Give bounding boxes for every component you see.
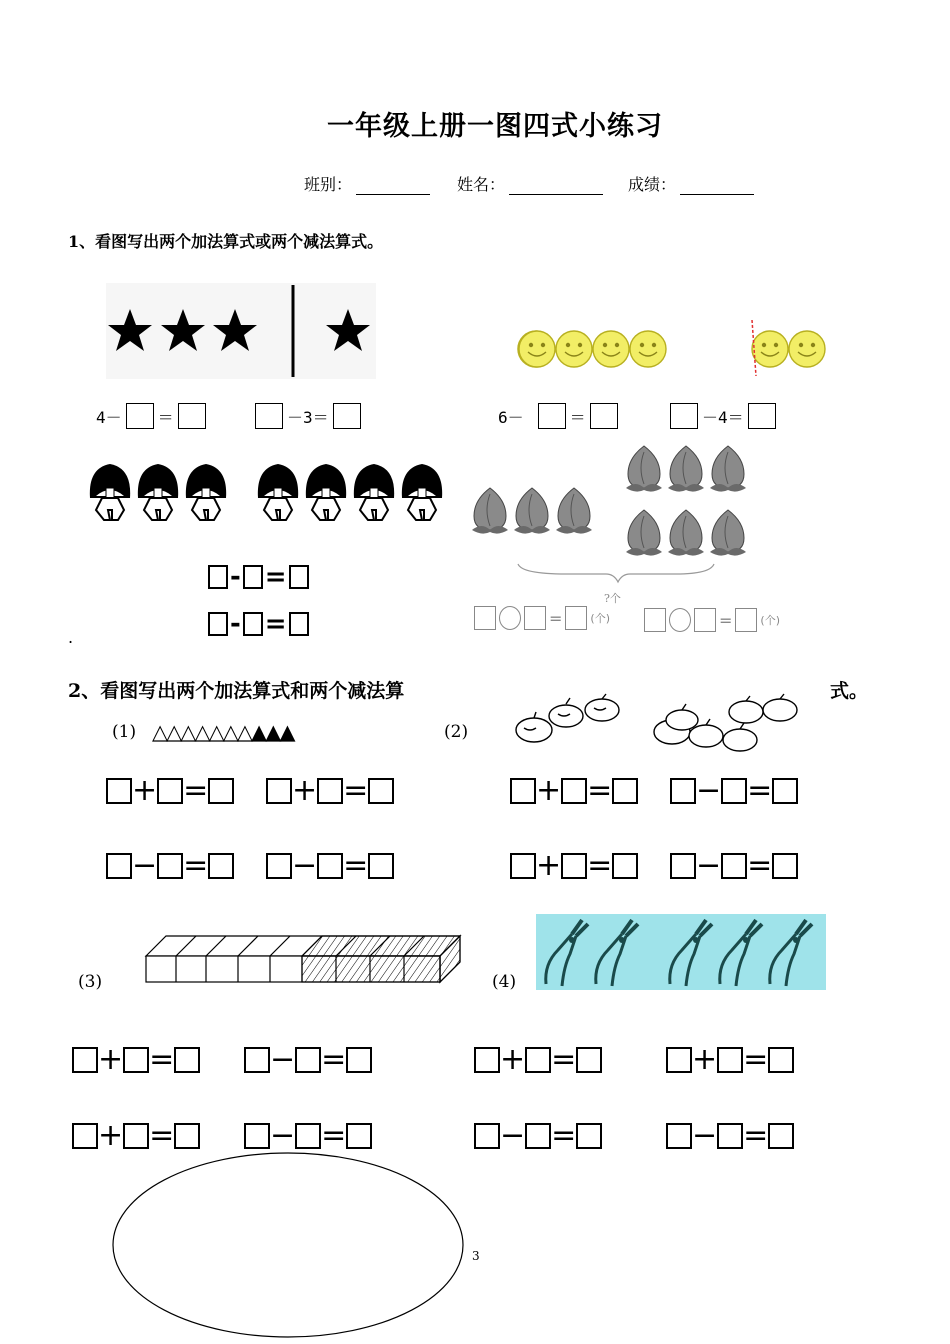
answer-box[interactable] <box>612 853 638 879</box>
smiley-icon <box>630 331 666 367</box>
question-2-instruction: 2、看图写出两个加法算式和两个减法算 <box>68 680 405 702</box>
p1-equation-1: + = <box>106 773 234 808</box>
p4-equation-3: − = <box>474 1118 602 1153</box>
answer-box[interactable] <box>768 1047 794 1073</box>
peach-icon <box>514 488 550 534</box>
mushroom-equation-1: - = <box>206 562 311 592</box>
operator-circle[interactable] <box>499 606 521 630</box>
answer-box[interactable] <box>538 403 566 429</box>
answer-box[interactable] <box>295 1047 321 1073</box>
peach-icon <box>626 446 662 492</box>
answer-box[interactable] <box>670 853 696 879</box>
mushroom-icon <box>354 464 394 520</box>
answer-box[interactable] <box>106 778 132 804</box>
answer-box[interactable] <box>474 606 496 630</box>
pliers-picture <box>536 914 826 990</box>
brace-icon <box>518 564 714 582</box>
p1-equation-2: + = <box>266 773 394 808</box>
answer-box[interactable] <box>368 778 394 804</box>
smiley-icon <box>593 331 629 367</box>
smileys-picture <box>516 318 836 380</box>
answer-box[interactable] <box>772 853 798 879</box>
mushroom-icon <box>186 464 226 520</box>
answer-box[interactable] <box>368 853 394 879</box>
answer-box[interactable] <box>772 778 798 804</box>
score-label: 成绩： <box>628 175 677 194</box>
mushroom-equation-2: - = <box>206 609 311 639</box>
answer-box[interactable] <box>717 1123 743 1149</box>
answer-box[interactable] <box>346 1047 372 1073</box>
apple-icon <box>723 723 757 751</box>
answer-box[interactable] <box>561 778 587 804</box>
p3-equation-3: + = <box>72 1118 200 1153</box>
part-4-label: (4) <box>492 972 517 992</box>
answer-box[interactable] <box>748 403 776 429</box>
answer-box[interactable] <box>72 1123 98 1149</box>
smiley-icon <box>789 331 825 367</box>
answer-box[interactable] <box>576 1123 602 1149</box>
stray-dot: . <box>68 628 74 647</box>
apple-icon <box>585 694 619 721</box>
answer-box[interactable] <box>244 1047 270 1073</box>
answer-box[interactable] <box>123 1047 149 1073</box>
peach-icon <box>668 510 704 556</box>
mushrooms-picture <box>88 458 458 538</box>
peaches-question: ?个 <box>604 592 621 605</box>
mushroom-icon <box>258 464 298 520</box>
answer-box[interactable] <box>721 853 747 879</box>
p1-equation-3: − = <box>106 848 234 883</box>
peach-icon <box>710 446 746 492</box>
answer-box[interactable] <box>243 565 263 589</box>
stars-picture <box>106 283 376 379</box>
answer-box[interactable] <box>576 1047 602 1073</box>
answer-box[interactable] <box>666 1047 692 1073</box>
answer-box[interactable] <box>208 565 228 589</box>
stars-equation-2: －3＝ <box>255 403 361 429</box>
question-1-instruction: 1、看图写出两个加法算式或两个减法算式。 <box>68 232 384 251</box>
score-blank[interactable] <box>680 180 754 195</box>
answer-box[interactable] <box>243 612 263 636</box>
answer-box[interactable] <box>510 853 536 879</box>
answer-box[interactable] <box>670 403 698 429</box>
answer-box[interactable] <box>644 608 666 632</box>
empty-oval <box>110 1150 466 1340</box>
smileys-equation-2: －4＝ <box>670 403 776 429</box>
answer-box[interactable] <box>590 403 618 429</box>
p3-equation-4: − = <box>244 1118 372 1153</box>
peach-icon <box>556 488 592 534</box>
answer-box[interactable] <box>694 608 716 632</box>
answer-box[interactable] <box>735 608 757 632</box>
apples-picture <box>510 690 800 756</box>
answer-box[interactable] <box>510 778 536 804</box>
peach-icon <box>472 488 508 534</box>
answer-box[interactable] <box>266 853 292 879</box>
answer-box[interactable] <box>666 1123 692 1149</box>
p2-equation-1: + = <box>510 773 638 808</box>
answer-box[interactable] <box>106 853 132 879</box>
part-1-label: (1) <box>112 722 137 742</box>
p4-equation-4: − = <box>666 1118 794 1153</box>
peaches-picture <box>466 440 776 600</box>
answer-box[interactable] <box>317 853 343 879</box>
p1-equation-4: − = <box>266 848 394 883</box>
answer-box[interactable] <box>289 612 309 636</box>
name-blank[interactable] <box>509 180 603 195</box>
mushroom-icon <box>90 464 130 520</box>
smiley-icon <box>556 331 592 367</box>
apple-icon <box>549 698 583 727</box>
class-blank[interactable] <box>356 180 430 195</box>
answer-box[interactable] <box>317 778 343 804</box>
p2-equation-2: − = <box>670 773 798 808</box>
mushroom-icon <box>306 464 346 520</box>
answer-box[interactable] <box>565 606 587 630</box>
answer-box[interactable] <box>208 778 234 804</box>
smiley-icon <box>752 331 788 367</box>
apple-icon <box>729 696 763 723</box>
answer-box[interactable] <box>346 1123 372 1149</box>
answer-box[interactable] <box>768 1123 794 1149</box>
name-label: 姓名： <box>457 175 506 194</box>
answer-box[interactable] <box>157 778 183 804</box>
answer-box[interactable] <box>208 612 228 636</box>
answer-box[interactable] <box>244 1123 270 1149</box>
answer-box[interactable] <box>525 1123 551 1149</box>
cubes-picture <box>142 932 464 984</box>
answer-box[interactable] <box>721 778 747 804</box>
mushroom-icon <box>402 464 442 520</box>
answer-box[interactable] <box>72 1047 98 1073</box>
apple-icon <box>666 704 698 730</box>
answer-box[interactable] <box>289 565 309 589</box>
p2-equation-3: + = <box>510 848 638 883</box>
answer-box[interactable] <box>670 778 696 804</box>
name-field[interactable] <box>457 172 603 195</box>
peaches-equation-1: = (个) <box>474 606 610 630</box>
smileys-equation-1: 6－ ＝ <box>498 403 618 429</box>
apple-icon <box>763 694 797 721</box>
answer-box[interactable] <box>123 1123 149 1149</box>
answer-box[interactable] <box>474 1047 500 1073</box>
page-number: 3 <box>472 1249 480 1263</box>
answer-box[interactable] <box>174 1047 200 1073</box>
answer-box[interactable] <box>208 853 234 879</box>
peaches-equation-2: = (个) <box>644 608 780 632</box>
stars-equation-1: 4－ ＝ <box>96 403 206 429</box>
answer-box[interactable] <box>178 403 206 429</box>
triangles-picture: △△△△△△△▲▲▲ <box>152 720 294 744</box>
answer-box[interactable] <box>266 778 292 804</box>
answer-box[interactable] <box>524 606 546 630</box>
p3-equation-2: − = <box>244 1042 372 1077</box>
part-3-label: (3) <box>78 972 103 992</box>
p2-equation-4: − = <box>670 848 798 883</box>
class-label: 班别： <box>304 175 353 194</box>
answer-box[interactable] <box>157 853 183 879</box>
answer-box[interactable] <box>525 1047 551 1073</box>
peach-icon <box>626 510 662 556</box>
class-field[interactable] <box>304 172 430 195</box>
smiley-icon <box>519 331 555 367</box>
answer-box[interactable] <box>717 1047 743 1073</box>
score-field[interactable] <box>628 172 754 195</box>
answer-box[interactable] <box>561 853 587 879</box>
p4-equation-1: + = <box>474 1042 602 1077</box>
page-title: 一年级上册一图四式小练习 <box>327 111 663 142</box>
answer-box[interactable] <box>474 1123 500 1149</box>
p3-equation-1: + = <box>72 1042 200 1077</box>
answer-box[interactable] <box>255 403 283 429</box>
p4-equation-2: + = <box>666 1042 794 1077</box>
peach-icon <box>710 510 746 556</box>
apple-icon <box>516 712 552 742</box>
answer-box[interactable] <box>174 1123 200 1149</box>
operator-circle[interactable] <box>669 608 691 632</box>
answer-box[interactable] <box>126 403 154 429</box>
answer-box[interactable] <box>333 403 361 429</box>
mushroom-icon <box>138 464 178 520</box>
peach-icon <box>668 446 704 492</box>
answer-box[interactable] <box>612 778 638 804</box>
question-2-instruction-end: 式。 <box>830 680 869 702</box>
answer-box[interactable] <box>295 1123 321 1149</box>
part-2-label: (2) <box>444 722 469 742</box>
